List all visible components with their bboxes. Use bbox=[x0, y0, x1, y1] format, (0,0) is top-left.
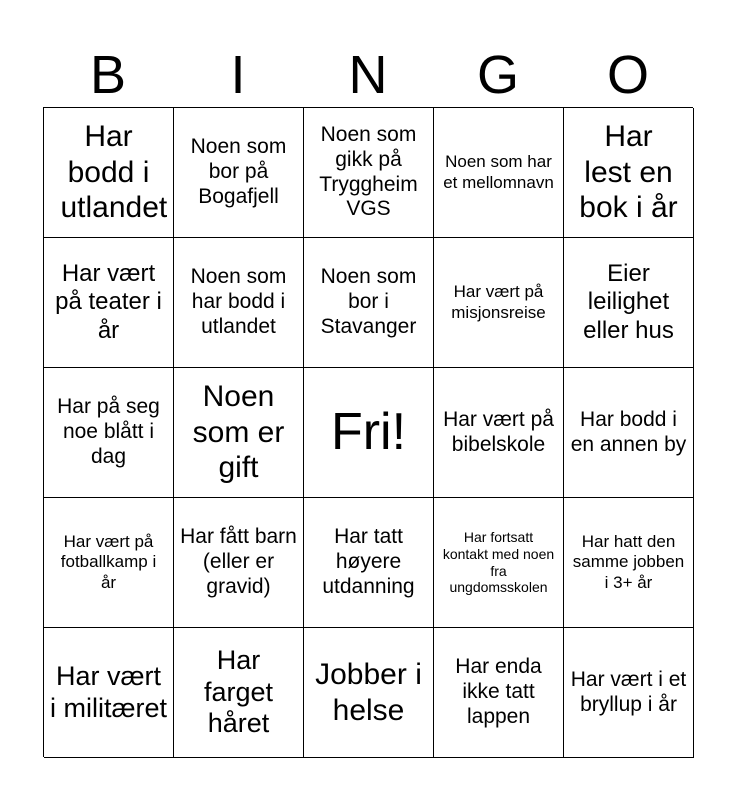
cell-text: Har farget håret bbox=[203, 644, 274, 739]
bingo-cell-1-4[interactable] bbox=[434, 108, 564, 238]
cell-text: Har tatt høyere utdanning bbox=[322, 525, 415, 598]
bingo-cell-4-2[interactable] bbox=[174, 498, 304, 628]
cell-text: Har på seg noe blått i dag bbox=[57, 395, 160, 468]
bingo-cell-2-5[interactable] bbox=[564, 238, 694, 368]
bingo-cell-3-1[interactable] bbox=[44, 368, 174, 498]
cell-text: Har enda ikke tatt lappen bbox=[455, 655, 542, 728]
header-letter-n: N bbox=[348, 45, 388, 105]
bingo-cell-1-2[interactable] bbox=[174, 108, 304, 238]
header-letter-o: O bbox=[606, 45, 649, 105]
bingo-cell-5-4[interactable] bbox=[434, 628, 564, 758]
bingo-header bbox=[43, 42, 693, 108]
bingo-cell-2-3[interactable] bbox=[304, 238, 434, 368]
cell-text: Har fått barn (eller er gravid) bbox=[180, 525, 297, 598]
bingo-cell-2-4[interactable] bbox=[434, 238, 564, 368]
bingo-cell-3-4[interactable] bbox=[434, 368, 564, 498]
bingo-cell-3-2[interactable] bbox=[174, 368, 304, 498]
bingo-cell-2-1[interactable] bbox=[44, 238, 174, 368]
bingo-cell-4-4[interactable] bbox=[434, 498, 564, 628]
cell-text: Har vært i militæret bbox=[50, 660, 168, 723]
cell-text: Har bodd i en annen by bbox=[570, 407, 687, 456]
bingo-cell-1-5[interactable] bbox=[564, 108, 694, 238]
free-space-text: Fri! bbox=[330, 402, 407, 461]
bingo-board bbox=[43, 107, 693, 757]
cell-text: Jobber i helse bbox=[315, 658, 422, 727]
header-letter-g: G bbox=[476, 45, 519, 105]
cell-text: Noen som gikk på Tryggheim VGS bbox=[319, 122, 418, 221]
bingo-cell-3-5[interactable] bbox=[564, 368, 694, 498]
cell-text: Har lest en bok i år bbox=[579, 120, 678, 225]
cell-text: Har bodd i utlandet bbox=[60, 120, 168, 225]
bingo-cell-4-5[interactable] bbox=[564, 498, 694, 628]
cell-text: Har vært i et bryllup i år bbox=[570, 667, 687, 716]
bingo-cell-1-1[interactable] bbox=[44, 108, 174, 238]
cell-text: Noen som har et mellomnavn bbox=[443, 152, 554, 192]
header-letter-i: I bbox=[230, 45, 246, 105]
bingo-cell-3-3[interactable] bbox=[304, 368, 434, 498]
bingo-cell-5-2[interactable] bbox=[174, 628, 304, 758]
cell-text: Noen som er gift bbox=[192, 380, 285, 485]
bingo-cell-1-3[interactable] bbox=[304, 108, 434, 238]
cell-text: Har vært på teater i år bbox=[55, 260, 162, 344]
bingo-cell-5-5[interactable] bbox=[564, 628, 694, 758]
cell-text: Noen som bor på Bogafjell bbox=[190, 135, 287, 208]
header-letter-b: B bbox=[89, 45, 127, 105]
bingo-cell-4-3[interactable] bbox=[304, 498, 434, 628]
bingo-cell-2-2[interactable] bbox=[174, 238, 304, 368]
cell-text: Noen som har bodd i utlandet bbox=[190, 265, 287, 338]
cell-text: Har vært på bibelskole bbox=[443, 407, 554, 456]
cell-text: Noen som bor i Stavanger bbox=[320, 265, 417, 338]
cell-text: Har vært på misjonsreise bbox=[451, 282, 546, 322]
bingo-cell-4-1[interactable] bbox=[44, 498, 174, 628]
bingo-cell-5-1[interactable] bbox=[44, 628, 174, 758]
cell-text: Har vært på fotballkamp i år bbox=[60, 532, 157, 592]
cell-text: Eier leilighet eller hus bbox=[583, 260, 674, 344]
bingo-cell-5-3[interactable] bbox=[304, 628, 434, 758]
cell-text: Har hatt den samme jobben i 3+ år bbox=[572, 532, 685, 592]
cell-text: Har fortsatt kontakt med noen fra ungdomsskolen bbox=[442, 529, 555, 596]
